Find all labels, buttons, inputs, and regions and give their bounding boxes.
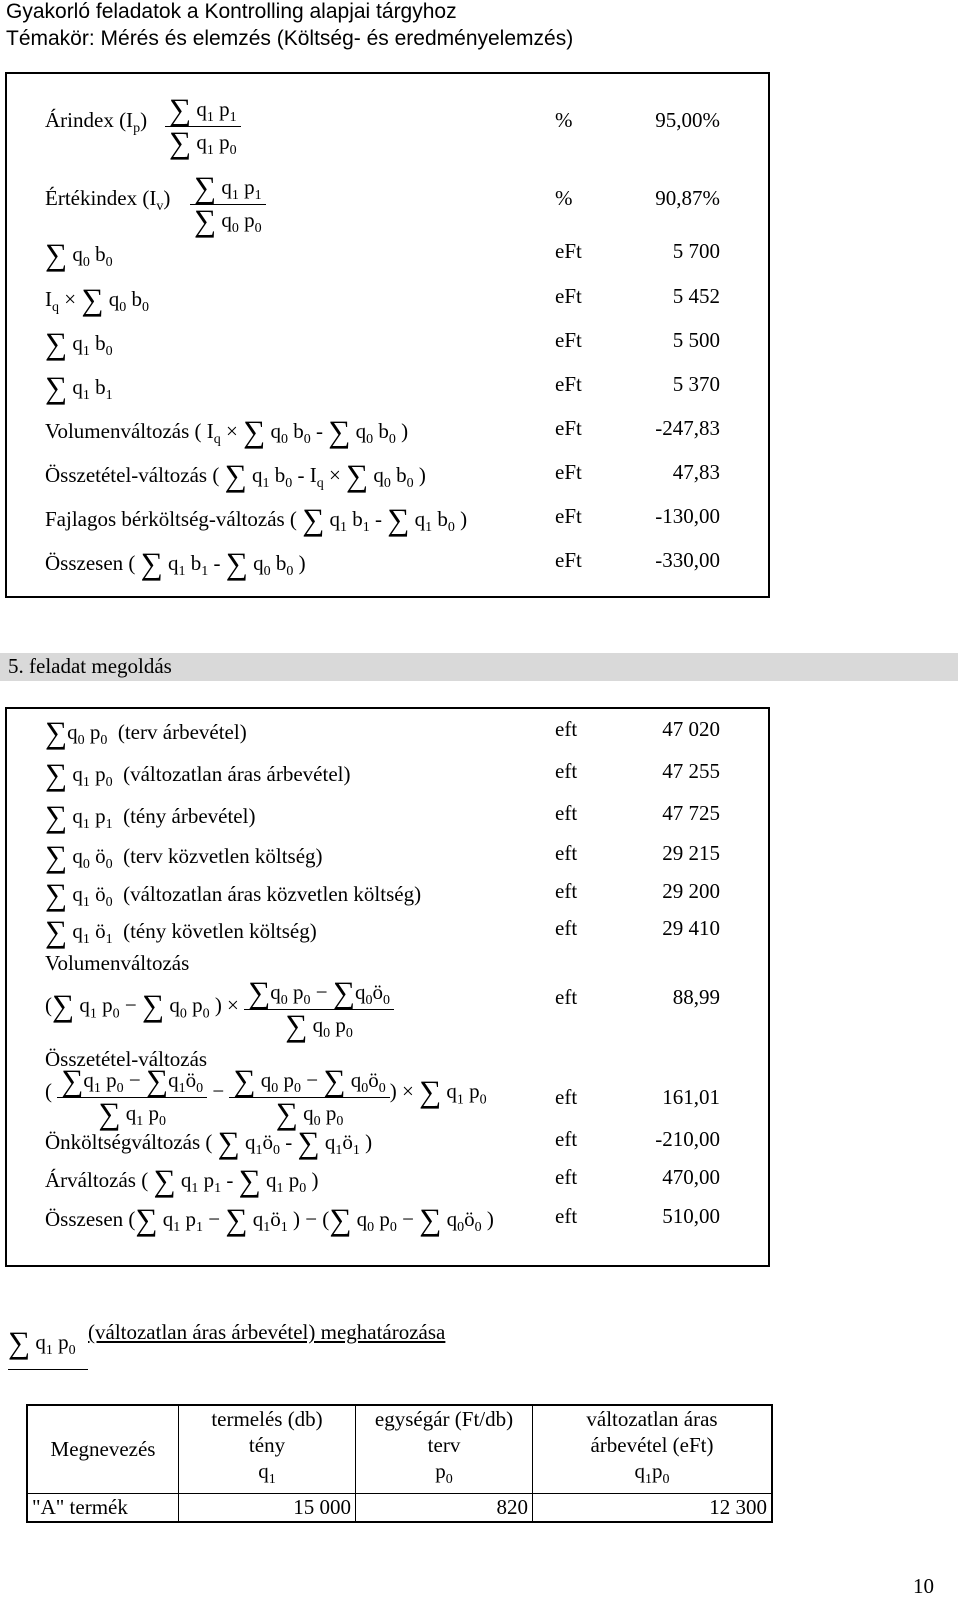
value: -210,00 [655,1127,720,1151]
value: 47 255 [662,759,720,783]
value-index-formula: $\frac{\sum q_1 p_1}{\sum q_0 p_0}$ [190,172,266,237]
unit: eft [555,916,578,940]
value-index-row: Értékindex $(I_v)$ $\frac{\sum q_1 p_1}{\sum q_0 p_0}$ % 90,87% [45,170,720,239]
unit: eft [555,801,578,825]
unit: eft [555,1165,578,1189]
solution-box: $\sum q_0$ $p_0$ (terv árbevétel) eft 47 020 ∑ $q_1$ $p_0$ (változatlan áras árbevétel) eft 47 255 ∑ $q_1$ $p_1$ (tény árbevétel) eft 47 725 ∑ $q_0$ $ö_0$ (terv közvetlen költség) eft 29 215 ∑ $q_1$ $ö_0$ (változatlan áras közvetlen költség) eft 29 200 ∑ $q_1$ $ö_1$ (tény követlen költség) eft 29 410 Volumenváltozás (∑ $q_1$ $p_0$ − ∑ $q_0$ $p_0$ ) × $\frac{\sum q_0 p_0 - \sum q_0ö_0}{\sum q_0 p_0}$ eft 88,99 Összetétel-változás ( $\frac{\sum q_1 p_0 - \sum q_1ö_0}{\sum q_1 p_0}$ − $\frac{\sum q_0 p_0 - \sum q_0ö_0}{\sum q_0 p_0}$ ) × ∑ $q_1$ $p_0$ eft 161,01 Önköltségváltozás ( ∑ $q_1ö_0$ - ∑ $q_1ö_1$ ) eft -210,00 Árváltozás ( ∑ $q_1$ $p_1$ - ∑ $q_1$ $p_0$ ) eft 470,00 Összesen (∑ $q_1$ $p_1$ − ∑ $q_1ö_1$ ) − (∑ $q_0$ $p_0$ − ∑ $q_0ö_0$ ) eft 510,00 [5,707,770,1267]
header-price: egységár (Ft/db) terv $p_0$ [356,1405,533,1494]
section-heading: 5. feladat megoldás [0,653,958,681]
header-production: termelés (db) tény $q_1$ [179,1405,356,1494]
unit: eFt [555,372,582,396]
header-line-1: Gyakorló feladatok a Kontrolling alapjai tárgyhoz [6,0,457,23]
page-number: 10 [913,1574,934,1598]
unit: eft [555,879,578,903]
unit: eFt [555,504,582,528]
cost-analysis-box: Árindex $(I_p)$ $\frac{\sum q_1 p_1}{\sum q_1 p_0}$ % 95,00% Értékindex $(I_v)$ $\frac{\sum q_1 p_1}{\sum q_0 p_0}$ % 90,87% ∑ $q_0$ $b_0$ eFt 5 700 $I_q$ × ∑ $q_0$ $b_0$ eFt 5 452 ∑ $q_1$ $b_0$ eFt 5 500 ∑ $q_1$ $b_1$ eFt 5 370 Volumenváltozás ( $I_q$ × ∑ $q_0$ $b_0$ - ∑ $q_0$ $b_0$ ) eFt -247,83 Összetétel-változás ( ∑ $q_1$ $b_0 - I_q$ × ∑ $q_0$ $b_0$ ) eFt 47,83 Fajlagos bérköltség-változás ( ∑ $q_1$ $b_1$ - ∑ $q_1$ $b_0$ ) eFt -130,00 Összesen ( ∑ $q_1$ $b_1$ - ∑ $q_0$ $b_0$ ) eFt -330,00 [5,72,770,598]
value: 5 700 [672,239,720,263]
unit: eft [555,841,578,865]
value: 5 452 [672,284,720,308]
value: 95,00% [655,108,720,132]
revenue-table [26,1404,773,1523]
product-name: "A" termék [27,1494,179,1523]
unit: eft [555,1085,578,1109]
value: 161,01 [662,1085,720,1109]
unit: eft [555,985,578,1009]
value: 5 500 [672,328,720,352]
value: 510,00 [662,1204,720,1228]
cell-revenue: 12 300 [533,1494,773,1523]
value: 29 410 [662,916,720,940]
unit: % [555,186,573,210]
value: 470,00 [662,1165,720,1189]
unit: eft [555,717,578,741]
cell-q1: 15 000 [179,1494,356,1523]
header-revenue: változatlan áras árbevétel (eFt) $q_1p_0$ [533,1405,773,1494]
value: -130,00 [655,504,720,528]
unit: % [555,108,573,132]
value: 47 725 [662,801,720,825]
value: 90,87% [655,186,720,210]
unit: eFt [555,284,582,308]
price-index-formula: $\frac{\sum q_1 p_1}{\sum q_1 p_0}$ [165,94,241,159]
value: 47,83 [672,460,720,484]
unit: eft [555,759,578,783]
value: 29 200 [662,879,720,903]
unit: eft [555,1204,578,1228]
value: 29 215 [662,841,720,865]
volume-change-row: Volumenváltozás (∑ $q_1$ $p_0$ − ∑ $q_0$ $p_0$ ) × $\frac{\sum q_0 p_0 - \sum q_0ö_0}{\sum q_0 p_0}$ eft 88,99 [45,951,720,1044]
unit: eft [555,1127,578,1151]
header-line-2: Témakör: Mérés és elemzés (Költség- és eredményelemzés) [6,27,574,50]
value: -330,00 [655,548,720,572]
header-name: Megnevezés [27,1405,179,1494]
unit: eFt [555,548,582,572]
value: 47 020 [662,717,720,741]
unit: eFt [555,328,582,352]
cell-p0: 820 [356,1494,533,1523]
price-index-row: Árindex $(I_p)$ $\frac{\sum q_1 p_1}{\sum q_1 p_0}$ % 95,00% [45,92,720,161]
value: 88,99 [672,985,720,1009]
value: 5 370 [672,372,720,396]
q1p0-subtitle: ∑ $q_1$ $p_0(változatlan$ áras árbevétel) meghatározása [8,1327,445,1370]
unit: eFt [555,239,582,263]
composition-change-row: Összetétel-változás ( $\frac{\sum q_1 p_0 - \sum q_1ö_0}{\sum q_1 p_0}$ − $\frac{\sum q_0 p_0 - \sum q_0ö_0}{\sum q_0 p_0}$ ) × ∑ $q_1$ $p_0$ eft 161,01 [45,1047,720,1132]
value: -247,83 [655,416,720,440]
unit: eFt [555,460,582,484]
unit: eFt [555,416,582,440]
